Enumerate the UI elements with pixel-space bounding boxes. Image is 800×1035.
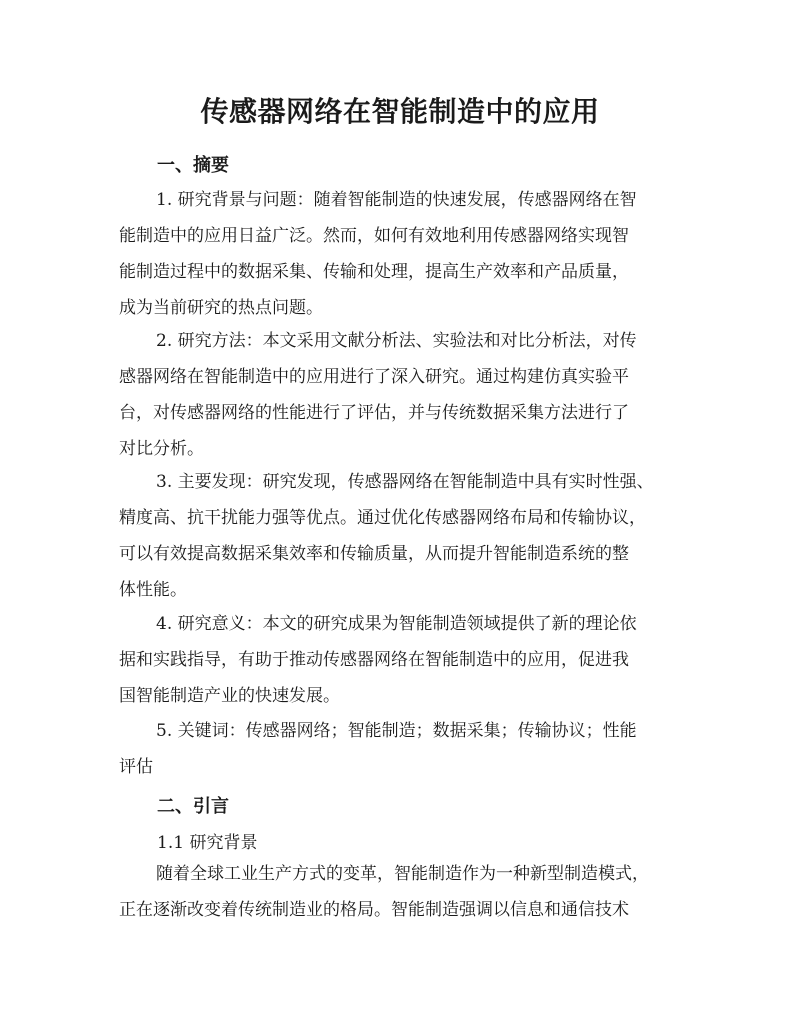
paragraph-line: 能制造过程中的数据采集、传输和处理，提高生产效率和产品质量，	[119, 262, 629, 282]
paragraph-line: 3. 主要发现：研究发现，传感器网络在智能制造中具有实时性强、	[156, 472, 654, 492]
paragraph-line: 台，对传感器网络的性能进行了评估，并与传统数据采集方法进行了	[119, 403, 629, 423]
paragraph-line: 对比分析。	[119, 439, 204, 459]
introduction-paragraph	[119, 856, 694, 928]
abstract-paragraph-5-keywords	[119, 713, 694, 785]
paragraph-line: 感器网络在智能制造中的应用进行了深入研究。通过构建仿真实验平	[119, 367, 629, 387]
paragraph-line: 成为当前研究的热点问题。	[119, 298, 323, 318]
paragraph-line: 2. 研究方法：本文采用文献分析法、实验法和对比分析法，对传	[156, 331, 637, 351]
paragraph-line: 能制造中的应用日益广泛。然而，如何有效地利用传感器网络实现智	[119, 226, 629, 246]
paragraph-line: 正在逐渐改变着传统制造业的格局。智能制造强调以信息和通信技术	[119, 900, 629, 920]
abstract-paragraph-3	[119, 464, 694, 608]
subsection-heading-background: 1.1 研究背景	[157, 833, 258, 853]
abstract-paragraph-4	[119, 606, 694, 714]
paragraph-line: 5. 关键词：传感器网络；智能制造；数据采集；传输协议；性能	[156, 721, 637, 741]
paragraph-line: 随着全球工业生产方式的变革，智能制造作为一种新型制造模式，	[156, 864, 649, 884]
document-title: 传感器网络在智能制造中的应用	[200, 95, 600, 128]
paragraph-line: 体性能。	[119, 580, 187, 600]
paragraph-line: 1. 研究背景与问题：随着智能制造的快速发展，传感器网络在智	[156, 190, 637, 210]
section-heading-introduction: 二、引言	[157, 796, 229, 817]
abstract-paragraph-1	[119, 182, 694, 326]
paragraph-line: 国智能制造产业的快速发展。	[119, 686, 340, 706]
paragraph-line: 据和实践指导，有助于推动传感器网络在智能制造中的应用，促进我	[119, 650, 629, 670]
paragraph-line: 可以有效提高数据采集效率和传输质量，从而提升智能制造系统的整	[119, 544, 629, 564]
section-heading-abstract: 一、摘要	[157, 155, 229, 176]
abstract-paragraph-2	[119, 323, 694, 467]
paragraph-line: 4. 研究意义：本文的研究成果为智能制造领域提供了新的理论依	[156, 614, 637, 634]
paragraph-line: 精度高、抗干扰能力强等优点。通过优化传感器网络布局和传输协议，	[119, 508, 646, 528]
paragraph-line: 评估	[119, 757, 153, 777]
